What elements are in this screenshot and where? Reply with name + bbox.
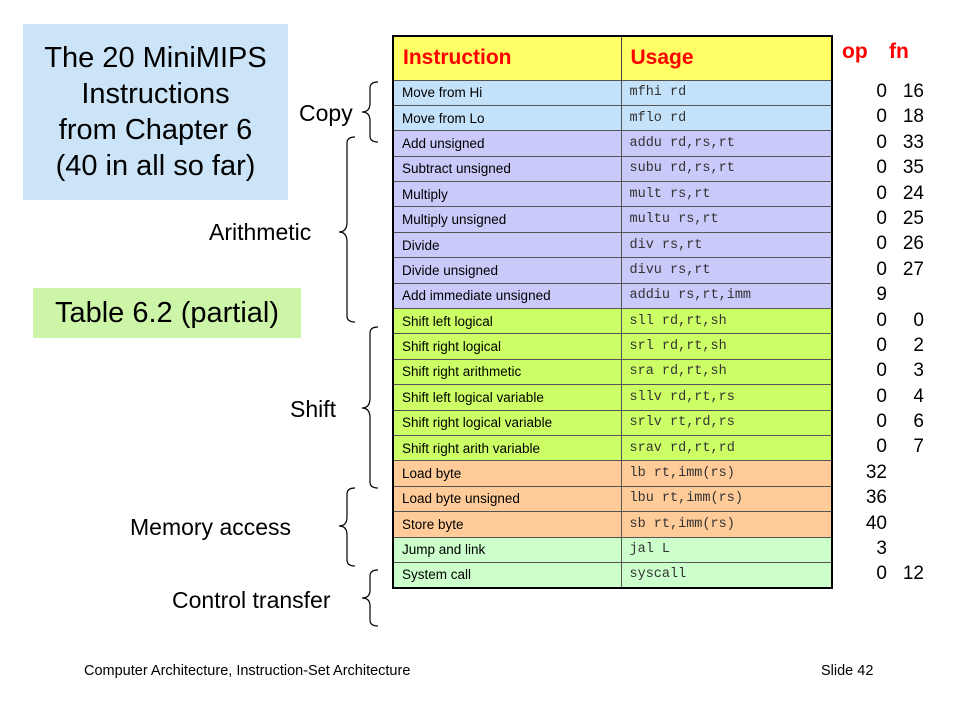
code-row <box>835 257 945 282</box>
fn-code: 0 <box>913 309 924 331</box>
op-code: 0 <box>876 360 887 382</box>
table-row <box>393 283 832 308</box>
op-code: 0 <box>876 411 887 433</box>
code-row <box>835 130 945 155</box>
opcode-function-columns <box>835 35 945 587</box>
instruction-name: Load byte unsigned <box>393 486 621 511</box>
footer-course-title: Computer Architecture, Instruction-Set Architecture <box>84 663 411 679</box>
op-code: 36 <box>865 487 887 509</box>
instruction-usage: subu rd,rs,rt <box>621 156 832 181</box>
fn-code: 6 <box>913 411 924 433</box>
instruction-name: Subtract unsigned <box>393 156 621 181</box>
instruction-usage: jal L <box>621 537 832 562</box>
code-row <box>835 409 945 434</box>
instruction-name: Add immediate unsigned <box>393 283 621 308</box>
instruction-name: Shift right arithmetic <box>393 359 621 384</box>
slide-title-line-1: The 20 MiniMIPS <box>44 42 267 74</box>
code-row <box>835 308 945 333</box>
code-row <box>835 333 945 358</box>
instruction-usage: syscall <box>621 562 832 587</box>
fn-code: 7 <box>913 436 924 458</box>
fn-code: 27 <box>902 258 924 280</box>
code-row <box>835 181 945 206</box>
table-row <box>393 80 832 105</box>
fn-code: 26 <box>902 233 924 255</box>
fn-code: 16 <box>902 81 924 102</box>
code-row <box>835 536 945 561</box>
instruction-name: Multiply <box>393 182 621 207</box>
code-row <box>835 282 945 307</box>
instruction-usage: mflo rd <box>621 105 832 130</box>
group-label-arithmetic: Arithmetic <box>209 219 312 245</box>
instruction-name: Shift right logical variable <box>393 410 621 435</box>
table-row <box>393 207 832 232</box>
brace-copy <box>362 82 378 142</box>
table-row <box>393 258 832 283</box>
table-row <box>393 105 832 130</box>
instruction-name: Add unsigned <box>393 131 621 156</box>
fn-code: 4 <box>913 385 924 407</box>
instruction-usage: lb rt,imm(rs) <box>621 461 832 486</box>
brace-arithmetic <box>339 137 355 322</box>
op-code: 0 <box>876 157 887 179</box>
instruction-table <box>392 35 833 589</box>
table-row <box>393 334 832 359</box>
code-row <box>835 384 945 409</box>
table-row <box>393 461 832 486</box>
instruction-usage: mult rs,rt <box>621 182 832 207</box>
op-code: 0 <box>876 309 887 331</box>
footer-slide-number: Slide 42 <box>821 663 874 679</box>
op-code: 0 <box>876 106 887 128</box>
instruction-usage: sllv rd,rt,rs <box>621 385 832 410</box>
instruction-usage: addu rd,rs,rt <box>621 131 832 156</box>
op-code: 0 <box>876 233 887 255</box>
op-code: 0 <box>876 207 887 229</box>
instruction-name: Jump and link <box>393 537 621 562</box>
group-label-copy: Copy <box>299 100 353 126</box>
table-row <box>393 537 832 562</box>
op-code: 40 <box>865 512 887 534</box>
op-code: 0 <box>876 436 887 458</box>
table-row <box>393 182 832 207</box>
code-row <box>835 155 945 180</box>
fn-code: 35 <box>902 157 924 179</box>
instruction-usage: lbu rt,imm(rs) <box>621 486 832 511</box>
table-row <box>393 486 832 511</box>
slide-title-line-3: from Chapter 6 <box>58 114 253 146</box>
table-row <box>393 562 832 587</box>
header-instruction: Instruction <box>393 36 621 80</box>
op-code: 0 <box>876 182 887 204</box>
instruction-usage: divu rs,rt <box>621 258 832 283</box>
group-label-shift: Shift <box>290 396 337 422</box>
fn-code: 12 <box>902 563 924 585</box>
instruction-usage: div rs,rt <box>621 232 832 257</box>
header-usage: Usage <box>621 36 832 80</box>
instruction-name: Divide unsigned <box>393 258 621 283</box>
instruction-usage: addiu rs,rt,imm <box>621 283 832 308</box>
header-op: op <box>842 40 868 63</box>
table-caption: Table 6.2 (partial) <box>33 288 301 338</box>
table-row <box>393 435 832 460</box>
op-code: 32 <box>865 461 887 483</box>
fn-code: 2 <box>913 334 924 356</box>
code-row <box>835 561 945 586</box>
instruction-usage: multu rs,rt <box>621 207 832 232</box>
code-row <box>835 358 945 383</box>
code-row <box>835 231 945 256</box>
fn-code: 18 <box>902 106 924 128</box>
instruction-usage: srav rd,rt,rd <box>621 435 832 460</box>
group-label-memory-access: Memory access <box>130 514 292 540</box>
op-code: 3 <box>876 538 887 560</box>
fn-code: 3 <box>913 360 924 382</box>
table-row <box>393 385 832 410</box>
table-row <box>393 156 832 181</box>
instruction-name: Move from Lo <box>393 105 621 130</box>
table-row <box>393 512 832 537</box>
group-label-control-transfer: Control transfer <box>172 587 331 613</box>
code-row <box>835 434 945 459</box>
instruction-name: Shift left logical <box>393 309 621 334</box>
brace-shift <box>362 327 378 488</box>
instruction-usage: sb rt,imm(rs) <box>621 512 832 537</box>
instruction-usage: srlv rt,rd,rs <box>621 410 832 435</box>
op-code: 0 <box>876 385 887 407</box>
code-row <box>835 511 945 536</box>
brace-control <box>362 570 378 626</box>
instruction-name: Move from Hi <box>393 80 621 105</box>
table-header-row <box>393 36 832 80</box>
code-row <box>835 79 945 104</box>
code-row <box>835 104 945 129</box>
instruction-name: System call <box>393 562 621 587</box>
instruction-name: Shift right arith variable <box>393 435 621 460</box>
slide-title-line-2: Instructions <box>81 78 230 110</box>
op-code: 0 <box>876 81 887 102</box>
table-row <box>393 309 832 334</box>
slide-title <box>23 24 288 200</box>
op-code: 0 <box>876 131 887 153</box>
table-row <box>393 232 832 257</box>
brace-memory <box>339 488 355 566</box>
op-code: 0 <box>876 563 887 585</box>
codes-header <box>835 35 945 79</box>
instruction-usage: mfhi rd <box>621 80 832 105</box>
instruction-usage: srl rd,rt,sh <box>621 334 832 359</box>
table-row <box>393 410 832 435</box>
table-row <box>393 131 832 156</box>
instruction-name: Multiply unsigned <box>393 207 621 232</box>
instruction-usage: sra rd,rt,sh <box>621 359 832 384</box>
code-row <box>835 485 945 510</box>
op-code: 0 <box>876 334 887 356</box>
instruction-name: Divide <box>393 232 621 257</box>
instruction-usage: sll rd,rt,sh <box>621 309 832 334</box>
fn-code: 33 <box>902 131 924 153</box>
instruction-name: Shift left logical variable <box>393 385 621 410</box>
instruction-name: Shift right logical <box>393 334 621 359</box>
code-row <box>835 206 945 231</box>
fn-code: 25 <box>902 207 924 229</box>
op-code: 0 <box>876 258 887 280</box>
instruction-name: Load byte <box>393 461 621 486</box>
fn-code: 24 <box>902 182 924 204</box>
table-row <box>393 359 832 384</box>
op-code: 9 <box>876 284 887 306</box>
header-fn: fn <box>889 40 909 63</box>
code-row <box>835 460 945 485</box>
slide-title-line-4: (40 in all so far) <box>55 150 256 182</box>
instruction-name: Store byte <box>393 512 621 537</box>
